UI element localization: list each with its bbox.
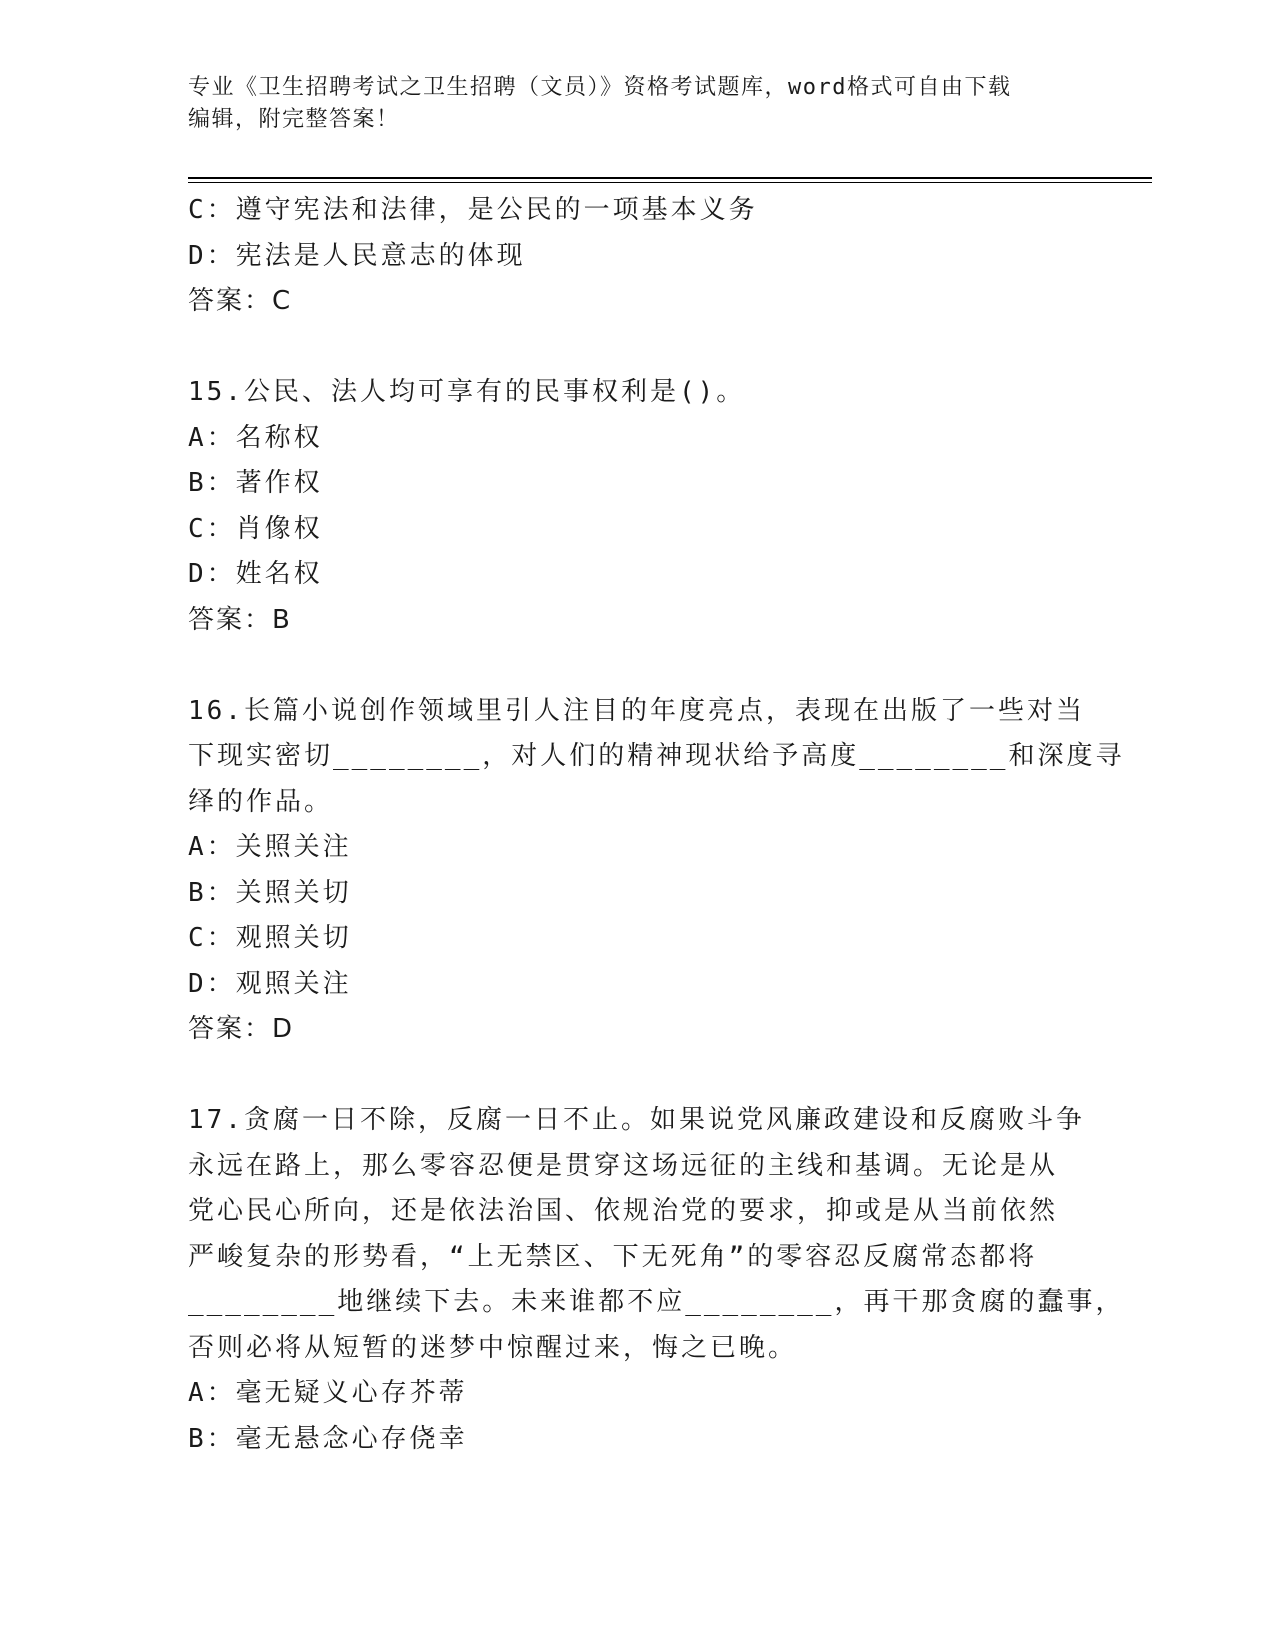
- option-c: C：观照关切: [188, 923, 352, 953]
- header-line-1: 专业《卫生招聘考试之卫生招聘（文员）》资格考试题库，word格式可自由下载: [188, 75, 1012, 100]
- option-b: B：著作权: [188, 468, 323, 498]
- question-16: [188, 689, 1125, 1053]
- document-header: [188, 72, 1088, 136]
- option-c: C：肖像权: [188, 513, 323, 544]
- question-stem-line-3: 绎的作品。: [188, 786, 334, 817]
- question-stem-line-4: 严峻复杂的形势看，“上无禁区、下无死角”的零容忍反腐常态都将: [188, 1241, 1038, 1272]
- question-stem-line-2: 永远在路上，那么零容忍便是贯穿这场远征的主线和基调。无论是从: [188, 1150, 1059, 1181]
- option-d: D：姓名权: [188, 559, 323, 589]
- question-15: [188, 370, 1088, 643]
- option-d: D：宪法是人民意志的体现: [188, 240, 526, 271]
- question-stem-line-2: 下现实密切________，对人们的精神现状给予高度________和深度寻: [188, 741, 1125, 771]
- question-stem: 15.公民、法人均可享有的民事权利是()。: [188, 377, 746, 407]
- option-a: A：关照关注: [188, 832, 352, 862]
- option-c: C：遵守宪法和法律，是公民的一项基本义务: [188, 195, 758, 225]
- option-b: B：毫无悬念心存侥幸: [188, 1423, 468, 1454]
- answer-line: 答案：C: [188, 286, 293, 316]
- answer-line: 答案：D: [188, 1014, 295, 1044]
- option-a: A：毫无疑义心存芥蒂: [188, 1378, 468, 1408]
- question-stem-line-6: 否则必将从短暂的迷梦中惊醒过来，悔之已晚。: [188, 1332, 798, 1363]
- question-stem-line-5: ________地继续下去。未来谁都不应________，再干那贪腐的蠢事，: [188, 1287, 1125, 1317]
- question-stem-line-1: 17.贪腐一日不除，反腐一日不止。如果说党风廉政建设和反腐败斗争: [188, 1105, 1085, 1135]
- header-divider: [188, 177, 1152, 183]
- option-a: A：名称权: [188, 422, 323, 453]
- question-stem-line-1: 16.长篇小说创作领域里引人注目的年度亮点，表现在出版了一些对当: [188, 695, 1085, 726]
- previous-question-tail: [188, 188, 1088, 325]
- option-d: D：观照关注: [188, 968, 352, 999]
- question-stem-line-3: 党心民心所向，还是依法治国、依规治党的要求，抑或是从当前依然: [188, 1196, 1059, 1226]
- question-17: [188, 1098, 1125, 1462]
- header-line-2: 编辑，附完整答案！: [188, 107, 400, 132]
- answer-line: 答案：B: [188, 604, 292, 635]
- question-content: [188, 188, 1125, 1462]
- option-b: B：关照关切: [188, 877, 352, 908]
